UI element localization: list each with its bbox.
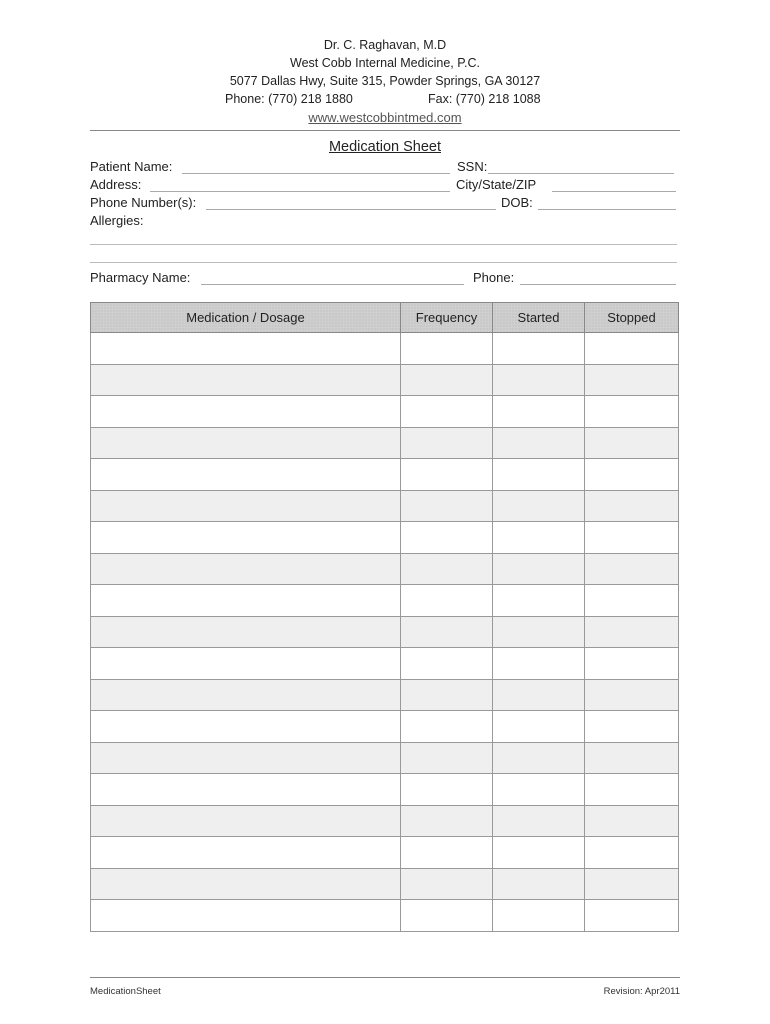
table-row	[91, 711, 679, 743]
stopped-cell[interactable]	[585, 648, 679, 680]
footer-divider	[90, 977, 680, 978]
doctor-name: Dr. C. Raghavan, M.D	[323, 38, 447, 52]
stopped-cell[interactable]	[585, 868, 679, 900]
pharmacy-row	[90, 270, 677, 288]
started-cell[interactable]	[493, 585, 585, 617]
phone-numbers-field[interactable]	[206, 209, 496, 210]
table-row	[91, 553, 679, 585]
stopped-cell[interactable]	[585, 459, 679, 491]
frequency-cell[interactable]	[401, 837, 493, 869]
stopped-cell[interactable]	[585, 711, 679, 743]
table-row	[91, 364, 679, 396]
table-row	[91, 585, 679, 617]
ssn-label: SSN:	[457, 159, 488, 174]
started-cell[interactable]	[493, 522, 585, 554]
website-link[interactable]: www.westcobbintmed.com	[308, 110, 462, 125]
frequency-cell[interactable]	[401, 900, 493, 932]
city-state-zip-field[interactable]	[552, 191, 676, 192]
frequency-cell[interactable]	[401, 805, 493, 837]
table-row	[91, 648, 679, 680]
medication-cell[interactable]	[91, 427, 401, 459]
frequency-cell[interactable]	[401, 396, 493, 428]
started-cell[interactable]	[493, 333, 585, 365]
started-cell[interactable]	[493, 742, 585, 774]
patient-name-field[interactable]	[182, 173, 450, 174]
started-cell[interactable]	[493, 805, 585, 837]
table-row	[91, 742, 679, 774]
started-cell[interactable]	[493, 679, 585, 711]
stopped-cell[interactable]	[585, 522, 679, 554]
frequency-cell[interactable]	[401, 679, 493, 711]
stopped-cell[interactable]	[585, 774, 679, 806]
medication-cell[interactable]	[91, 679, 401, 711]
frequency-cell[interactable]	[401, 648, 493, 680]
table-row	[91, 868, 679, 900]
table-row	[91, 459, 679, 491]
table-row	[91, 490, 679, 522]
started-cell[interactable]	[493, 427, 585, 459]
started-cell[interactable]	[493, 490, 585, 522]
medication-cell[interactable]	[91, 837, 401, 869]
frequency-cell[interactable]	[401, 868, 493, 900]
started-cell[interactable]	[493, 711, 585, 743]
frequency-cell[interactable]	[401, 742, 493, 774]
column-header-medication: Medication / Dosage	[91, 303, 401, 333]
started-cell[interactable]	[493, 553, 585, 585]
practice-phone: Phone: (770) 218 1880	[225, 92, 353, 106]
table-row	[91, 805, 679, 837]
column-header-frequency: Frequency	[401, 303, 493, 333]
stopped-cell[interactable]	[585, 742, 679, 774]
address-field[interactable]	[150, 191, 450, 192]
frequency-cell[interactable]	[401, 490, 493, 522]
table-row	[91, 427, 679, 459]
stopped-cell[interactable]	[585, 900, 679, 932]
dob-label: DOB:	[501, 195, 533, 210]
medication-cell[interactable]	[91, 900, 401, 932]
ssn-field[interactable]	[488, 173, 674, 174]
pharmacy-name-label: Pharmacy Name:	[90, 270, 191, 285]
stopped-cell[interactable]	[585, 585, 679, 617]
table-row	[91, 900, 679, 932]
allergies-line-2[interactable]	[90, 262, 677, 263]
medication-cell[interactable]	[91, 333, 401, 365]
allergies-row	[90, 213, 677, 231]
frequency-cell[interactable]	[401, 711, 493, 743]
medication-cell[interactable]	[91, 648, 401, 680]
address-row	[90, 177, 677, 195]
allergies-line-1[interactable]	[90, 244, 677, 245]
medication-cell[interactable]	[91, 585, 401, 617]
stopped-cell[interactable]	[585, 616, 679, 648]
medication-cell[interactable]	[91, 711, 401, 743]
medication-cell[interactable]	[91, 522, 401, 554]
table-row	[91, 522, 679, 554]
table-row	[91, 774, 679, 806]
allergies-label: Allergies:	[90, 213, 144, 228]
letterhead	[0, 36, 770, 127]
footer-form-name: MedicationSheet	[90, 986, 161, 997]
phone-numbers-row	[90, 195, 677, 213]
medication-cell[interactable]	[91, 459, 401, 491]
table-row	[91, 396, 679, 428]
frequency-cell[interactable]	[401, 774, 493, 806]
frequency-cell[interactable]	[401, 553, 493, 585]
table-row	[91, 679, 679, 711]
pharmacy-phone-field[interactable]	[520, 284, 676, 285]
form-title: Medication Sheet	[328, 139, 442, 155]
city-state-zip-label: City/State/ZIP	[456, 177, 537, 192]
medication-table	[90, 302, 679, 932]
medication-rows	[91, 333, 679, 932]
address-label: Address:	[90, 177, 142, 192]
medication-cell[interactable]	[91, 490, 401, 522]
footer-revision: Revision: Apr2011	[603, 986, 680, 997]
column-header-stopped: Stopped	[585, 303, 679, 333]
medication-cell[interactable]	[91, 616, 401, 648]
medication-cell[interactable]	[91, 742, 401, 774]
stopped-cell[interactable]	[585, 396, 679, 428]
started-cell[interactable]	[493, 364, 585, 396]
stopped-cell[interactable]	[585, 837, 679, 869]
medication-cell[interactable]	[91, 868, 401, 900]
frequency-cell[interactable]	[401, 427, 493, 459]
started-cell[interactable]	[493, 396, 585, 428]
pharmacy-name-field[interactable]	[201, 284, 464, 285]
frequency-cell[interactable]	[401, 616, 493, 648]
dob-field[interactable]	[538, 209, 676, 210]
table-row	[91, 333, 679, 365]
frequency-cell[interactable]	[401, 364, 493, 396]
started-cell[interactable]	[493, 459, 585, 491]
medication-cell[interactable]	[91, 364, 401, 396]
column-header-started: Started	[493, 303, 585, 333]
patient-name-label: Patient Name:	[90, 159, 173, 174]
stopped-cell[interactable]	[585, 553, 679, 585]
frequency-cell[interactable]	[401, 585, 493, 617]
medication-cell[interactable]	[91, 805, 401, 837]
started-cell[interactable]	[493, 868, 585, 900]
stopped-cell[interactable]	[585, 427, 679, 459]
header-divider	[90, 130, 680, 131]
table-row	[91, 837, 679, 869]
started-cell[interactable]	[493, 648, 585, 680]
started-cell[interactable]	[493, 900, 585, 932]
medication-cell[interactable]	[91, 774, 401, 806]
started-cell[interactable]	[493, 616, 585, 648]
practice-address: 5077 Dallas Hwy, Suite 315, Powder Springs, GA 30127	[229, 74, 541, 88]
patient-name-row	[90, 159, 677, 177]
stopped-cell[interactable]	[585, 490, 679, 522]
frequency-cell[interactable]	[401, 333, 493, 365]
stopped-cell[interactable]	[585, 333, 679, 365]
stopped-cell[interactable]	[585, 364, 679, 396]
pharmacy-phone-label: Phone:	[473, 270, 515, 285]
medication-cell[interactable]	[91, 553, 401, 585]
started-cell[interactable]	[493, 837, 585, 869]
phone-numbers-label: Phone Number(s):	[90, 195, 197, 210]
practice-fax: Fax: (770) 218 1088	[428, 92, 541, 106]
stopped-cell[interactable]	[585, 679, 679, 711]
table-row	[91, 616, 679, 648]
medication-cell[interactable]	[91, 396, 401, 428]
stopped-cell[interactable]	[585, 805, 679, 837]
table-header-row	[91, 303, 679, 333]
contact-row	[0, 90, 770, 108]
frequency-cell[interactable]	[401, 522, 493, 554]
frequency-cell[interactable]	[401, 459, 493, 491]
practice-name: West Cobb Internal Medicine, P.C.	[290, 56, 480, 70]
started-cell[interactable]	[493, 774, 585, 806]
